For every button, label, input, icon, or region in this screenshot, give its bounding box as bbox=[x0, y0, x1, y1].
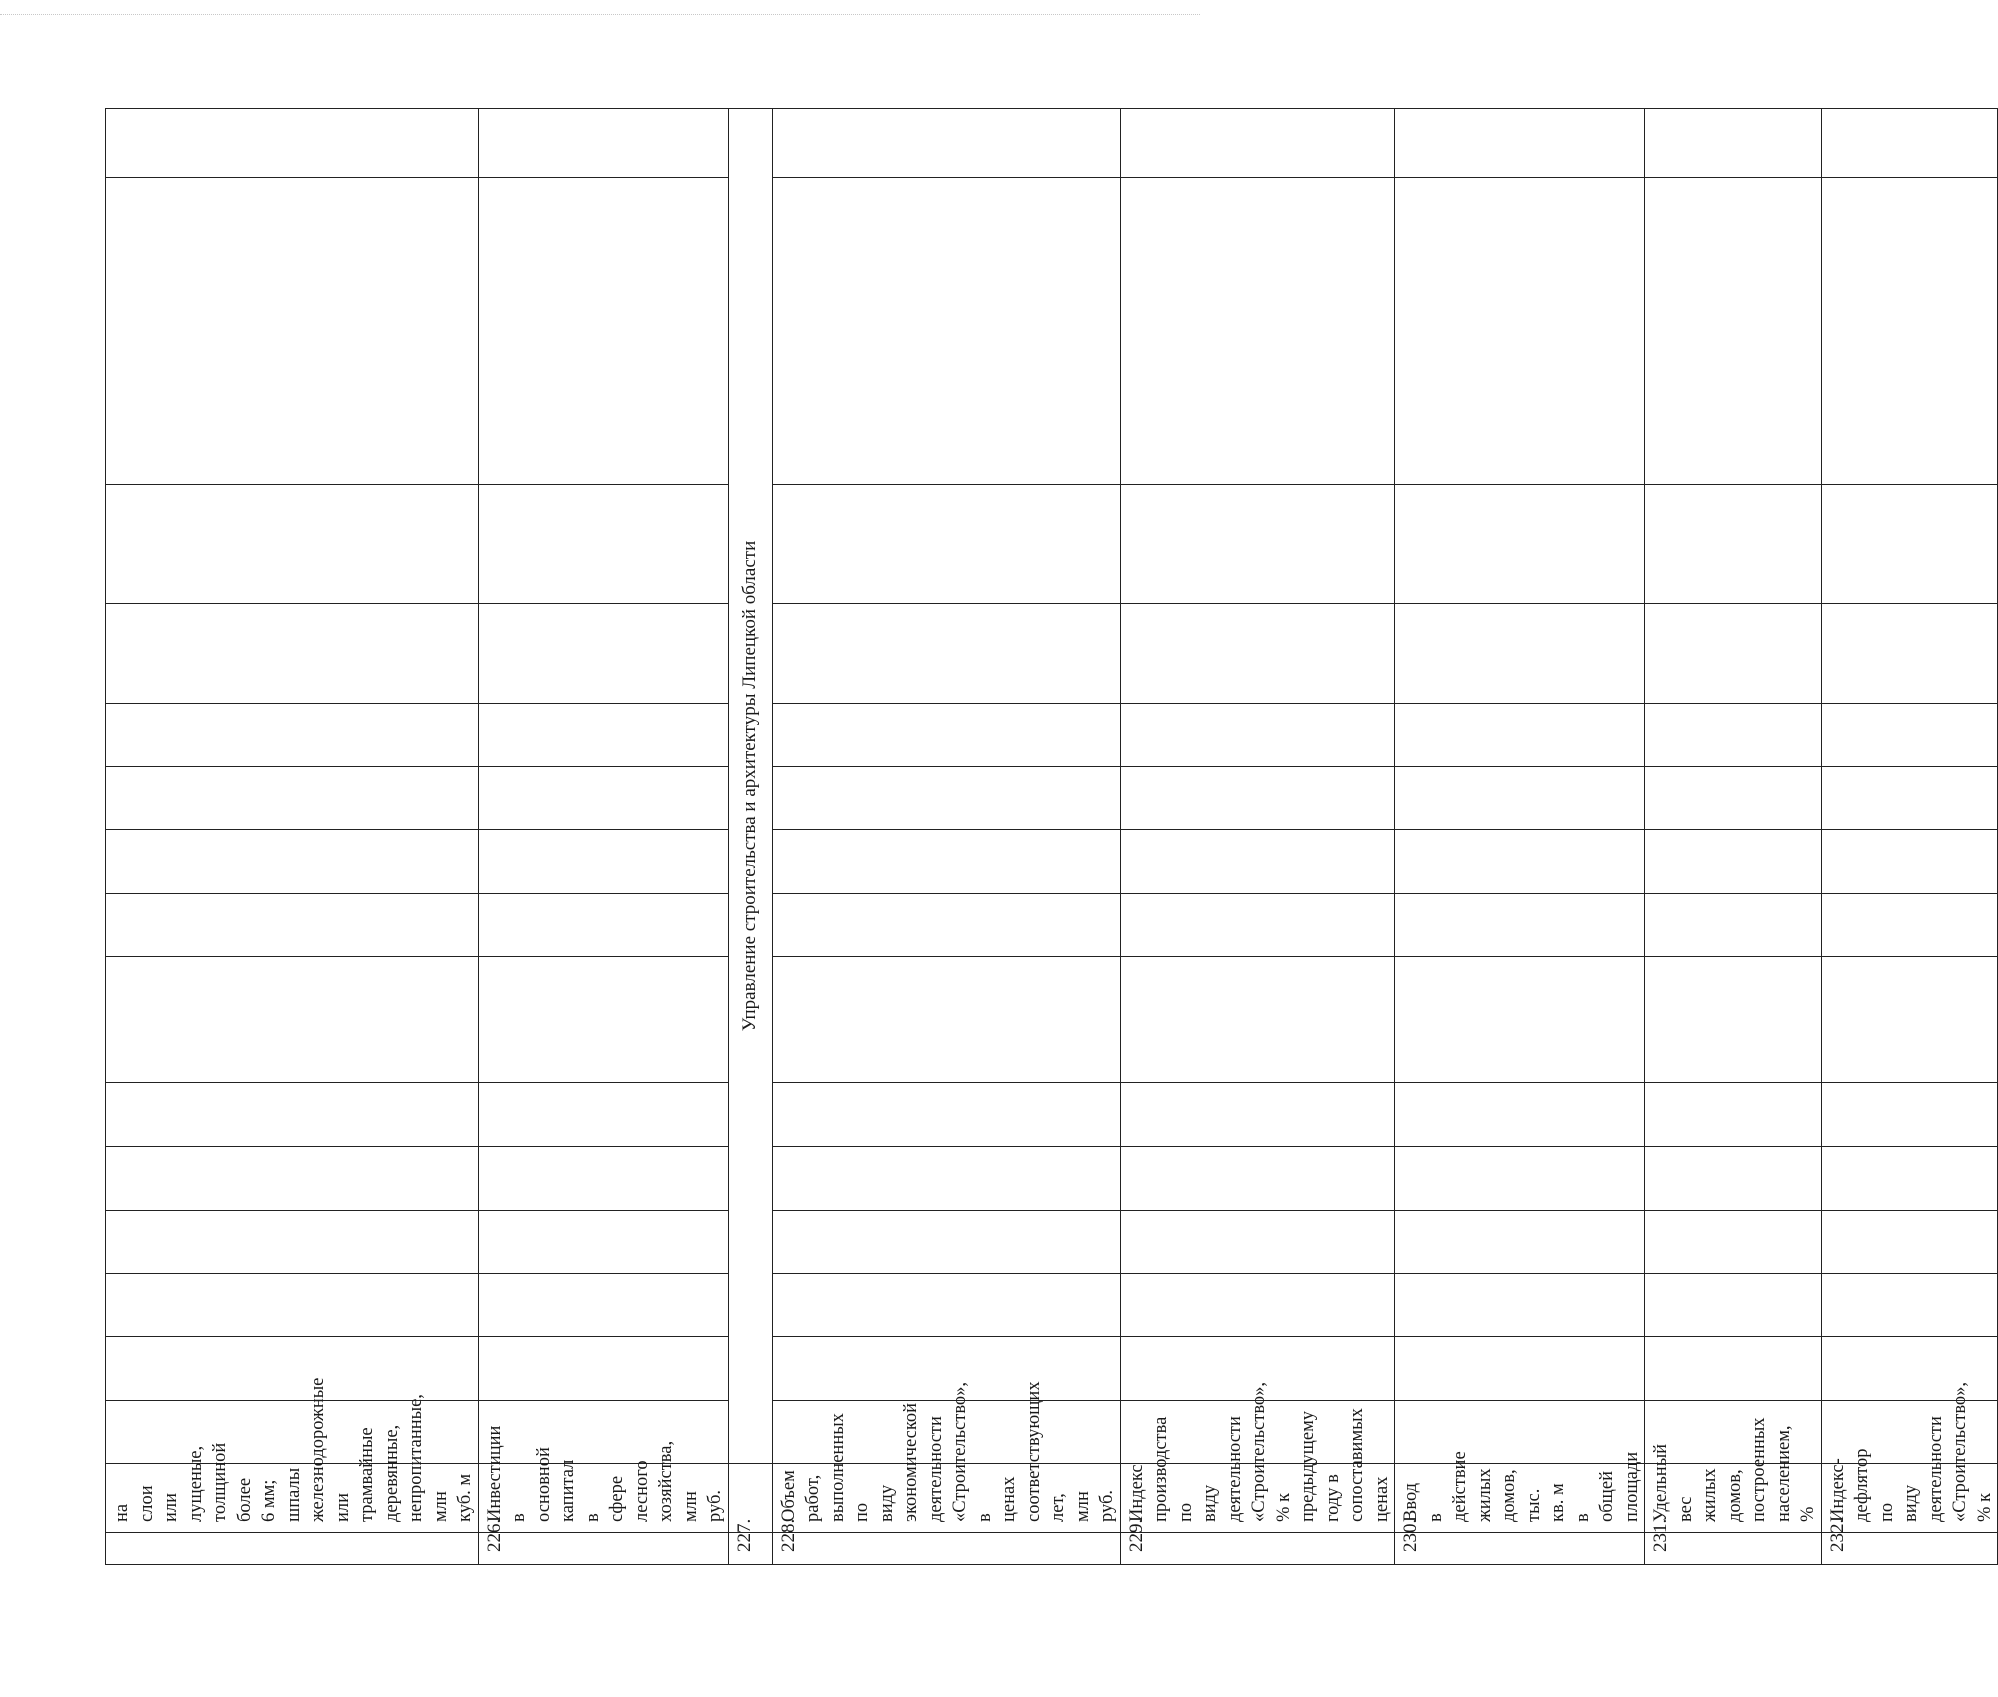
table-row bbox=[1395, 109, 1645, 1565]
value-cell bbox=[1645, 1211, 1822, 1274]
row-number: 226. bbox=[478, 1533, 728, 1565]
value-cell bbox=[478, 109, 728, 178]
row-number bbox=[106, 1533, 479, 1565]
value-cell bbox=[1821, 1337, 1998, 1401]
value-cell bbox=[1395, 767, 1645, 830]
table-row bbox=[1821, 109, 1998, 1565]
value-cell bbox=[1395, 1211, 1645, 1274]
value-cell bbox=[1645, 1147, 1822, 1211]
value-cell bbox=[772, 1337, 1120, 1401]
table-row bbox=[772, 109, 1120, 1565]
value-cell bbox=[1395, 1083, 1645, 1147]
value-cell bbox=[772, 830, 1120, 894]
indicator-name: на слои или лущеные, толщиной более 6 мм; шпалы железнодорожные или трамвайные деревянные, непропитанные, млн куб. м bbox=[106, 1464, 479, 1533]
value-cell bbox=[106, 704, 479, 767]
value-cell bbox=[772, 485, 1120, 604]
value-cell bbox=[1821, 1083, 1998, 1147]
value-cell bbox=[772, 1083, 1120, 1147]
indicator-name: Ввод в действие жилых домов, тыс. кв. м в общей площади bbox=[1395, 1464, 1645, 1533]
value-cell bbox=[772, 704, 1120, 767]
value-cell bbox=[1645, 767, 1822, 830]
value-cell bbox=[478, 1274, 728, 1337]
value-cell bbox=[478, 1211, 728, 1274]
value-cell bbox=[478, 604, 728, 704]
value-cell bbox=[478, 957, 728, 1083]
value-cell bbox=[1821, 957, 1998, 1083]
value-cell bbox=[1120, 1147, 1395, 1211]
value-cell bbox=[772, 1211, 1120, 1274]
value-cell bbox=[772, 894, 1120, 957]
value-cell bbox=[1645, 704, 1822, 767]
value-cell bbox=[1395, 830, 1645, 894]
value-cell bbox=[478, 894, 728, 957]
indicators-table bbox=[105, 108, 1998, 1565]
value-cell bbox=[1821, 704, 1998, 767]
value-cell bbox=[1120, 485, 1395, 604]
value-cell bbox=[1120, 704, 1395, 767]
value-cell bbox=[106, 830, 479, 894]
value-cell bbox=[478, 704, 728, 767]
value-cell bbox=[1395, 704, 1645, 767]
value-cell bbox=[1395, 1401, 1645, 1464]
value-cell bbox=[772, 109, 1120, 178]
value-cell bbox=[772, 767, 1120, 830]
value-cell bbox=[1120, 957, 1395, 1083]
row-number: 227. bbox=[728, 1533, 772, 1565]
value-cell bbox=[1395, 109, 1645, 178]
value-cell bbox=[1821, 109, 1998, 178]
value-cell bbox=[1645, 109, 1822, 178]
value-cell bbox=[478, 830, 728, 894]
table-row bbox=[1645, 109, 1822, 1565]
value-cell bbox=[1645, 1083, 1822, 1147]
value-cell bbox=[1645, 830, 1822, 894]
value-cell bbox=[1120, 178, 1395, 485]
value-cell bbox=[1395, 485, 1645, 604]
value-cell bbox=[106, 767, 479, 830]
value-cell bbox=[1395, 604, 1645, 704]
value-cell bbox=[1120, 109, 1395, 178]
value-cell bbox=[106, 957, 479, 1083]
value-cell bbox=[1645, 485, 1822, 604]
value-cell bbox=[478, 1083, 728, 1147]
value-cell bbox=[1821, 485, 1998, 604]
value-cell bbox=[478, 485, 728, 604]
value-cell bbox=[1395, 1274, 1645, 1337]
value-cell bbox=[1645, 1274, 1822, 1337]
value-cell bbox=[106, 178, 479, 485]
row-number: 231. bbox=[1645, 1533, 1822, 1565]
table-row bbox=[1120, 109, 1395, 1565]
section-row bbox=[728, 109, 772, 1565]
indicator-name: Индекс производства по виду деятельности «Строительство», % к предыдущему году в сопоставимых ценах bbox=[1120, 1464, 1395, 1533]
table-row bbox=[478, 109, 728, 1565]
value-cell bbox=[772, 1274, 1120, 1337]
value-cell bbox=[106, 1147, 479, 1211]
value-cell bbox=[106, 894, 479, 957]
value-cell bbox=[1821, 894, 1998, 957]
value-cell bbox=[106, 109, 479, 178]
value-cell bbox=[106, 1083, 479, 1147]
section-header: Управление строительства и архитектуры Липецкой области bbox=[728, 109, 772, 1464]
value-cell bbox=[1821, 178, 1998, 485]
value-cell bbox=[106, 485, 479, 604]
value-cell bbox=[772, 604, 1120, 704]
indicator-name: Объем работ, выполненных по виду экономической деятельности «Строительство», в ценах соответствующих лет, млн руб. bbox=[772, 1464, 1120, 1533]
value-cell bbox=[1120, 767, 1395, 830]
value-cell bbox=[1120, 1211, 1395, 1274]
value-cell bbox=[106, 1337, 479, 1401]
value-cell bbox=[1645, 604, 1822, 704]
value-cell bbox=[1120, 830, 1395, 894]
value-cell bbox=[772, 1147, 1120, 1211]
value-cell bbox=[106, 1211, 479, 1274]
value-cell bbox=[1395, 957, 1645, 1083]
row-number: 230. bbox=[1395, 1533, 1645, 1565]
value-cell bbox=[1120, 1083, 1395, 1147]
value-cell bbox=[1395, 1147, 1645, 1211]
value-cell bbox=[1395, 178, 1645, 485]
value-cell bbox=[1821, 1147, 1998, 1211]
indicator-name: Индекс-дефлятор по виду деятельности «Строительство», % к bbox=[1821, 1464, 1998, 1533]
value-cell bbox=[478, 1337, 728, 1401]
value-cell bbox=[1821, 830, 1998, 894]
table-row bbox=[106, 109, 479, 1565]
value-cell bbox=[772, 178, 1120, 485]
value-cell bbox=[1395, 894, 1645, 957]
value-cell bbox=[1395, 1337, 1645, 1401]
row-number: 229. bbox=[1120, 1533, 1395, 1565]
value-cell bbox=[478, 178, 728, 485]
value-cell bbox=[1645, 894, 1822, 957]
rotated-page bbox=[105, 110, 1995, 1565]
value-cell bbox=[772, 957, 1120, 1083]
value-cell bbox=[1821, 604, 1998, 704]
value-cell bbox=[1645, 957, 1822, 1083]
value-cell bbox=[478, 767, 728, 830]
value-cell bbox=[1645, 178, 1822, 485]
value-cell bbox=[106, 1274, 479, 1337]
value-cell bbox=[478, 1147, 728, 1211]
indicator-name: Инвестиции в основной капитал в сфере лесного хозяйства, млн руб. bbox=[478, 1464, 728, 1533]
value-cell bbox=[1120, 1274, 1395, 1337]
value-cell bbox=[1821, 1274, 1998, 1337]
scan-edge-line bbox=[0, 14, 1200, 15]
value-cell bbox=[1120, 894, 1395, 957]
row-number: 232. bbox=[1821, 1533, 1998, 1565]
indicator-name: Удельный вес жилых домов, построенных населением, % bbox=[1645, 1464, 1822, 1533]
value-cell bbox=[478, 1401, 728, 1464]
value-cell bbox=[1120, 604, 1395, 704]
row-number: 228. bbox=[772, 1533, 1120, 1565]
value-cell bbox=[1645, 1337, 1822, 1401]
value-cell bbox=[106, 604, 479, 704]
value-cell bbox=[1821, 767, 1998, 830]
value-cell bbox=[1821, 1211, 1998, 1274]
